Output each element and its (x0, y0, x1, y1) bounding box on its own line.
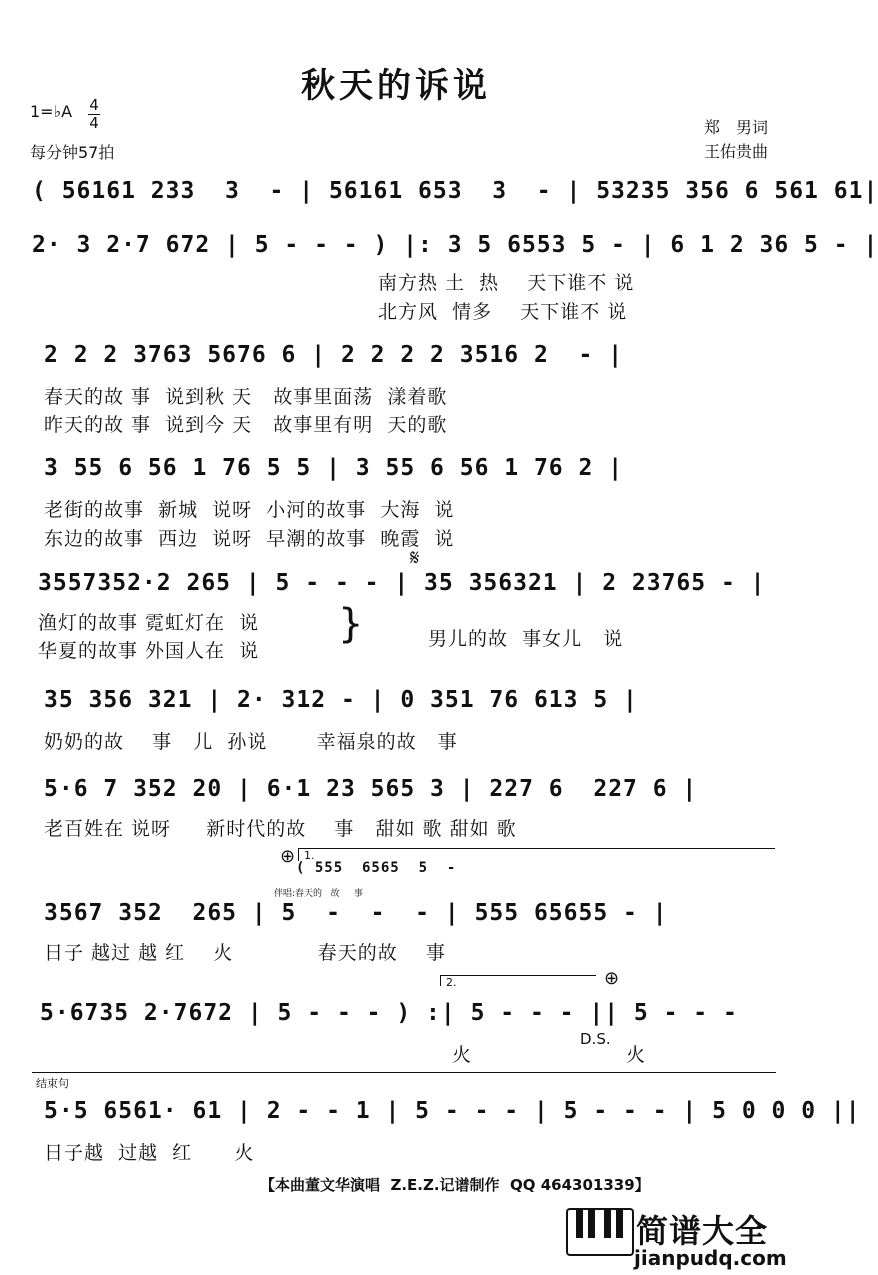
row-2-lyric-1: 南方热 土 热 天下谁不 说 (378, 272, 635, 294)
score-row-6: 35 356 321 | 2· 312 - | 0 351 76 613 5 | (44, 687, 638, 713)
ds-marker: D.S. (580, 1030, 611, 1048)
row-9-lyric-1: 火 (452, 1044, 473, 1066)
time-sig-top: 4 (89, 96, 99, 114)
brace-icon: } (338, 601, 364, 647)
row-3-lyric-2: 昨天的故 事 说到今 天 故事里有明 天的歌 (44, 414, 448, 436)
piano-keys-icon (566, 1208, 634, 1256)
segno-icon: 𝄋 (410, 546, 420, 571)
key-signature: 1=♭A (30, 102, 73, 121)
row-2-lyric-2: 北方风 情多 天下谁不 说 (378, 301, 628, 323)
ending-label: 结束句 (36, 1077, 69, 1090)
volta-bracket-2 (440, 975, 596, 986)
score-row-5: 3557352·2 265 | 5 - - - | 35 356321 | 2 23765 - | (38, 570, 766, 596)
row-7-lyric-1: 老百姓在 说呀 新时代的故 事 甜如 歌 甜如 歌 (44, 818, 517, 840)
row-5-lyric-1: 渔灯的故事 霓虹灯在 说 (38, 612, 260, 634)
score-row-9: 5·6735 2·7672 | 5 - - - ) :| 5 - - - || 5 - - - (40, 1000, 738, 1026)
row-5-lyric-2: 华夏的故事 外国人在 说 (38, 640, 260, 662)
tempo: 每分钟57拍 (30, 143, 115, 162)
row-9-lyric-2: 火 (626, 1044, 647, 1066)
footer-credit: 【本曲董文华演唱 Z.E.Z.记谱制作 QQ 464301339】 (260, 1176, 650, 1194)
score-row-7: 5·6 7 352 20 | 6·1 23 565 3 | 227 6 227 6 | (44, 776, 698, 802)
row-6-lyric-1: 奶奶的故 事 儿 孙说 幸福泉的故 事 (44, 731, 458, 753)
row-8-lyric-1: 日子 越过 越 红 火 春天的故 事 (44, 942, 446, 964)
volta-1-label: 1. (304, 849, 315, 862)
row-4-lyric-1: 老街的故事 新城 说呀 小河的故事 大海 说 (44, 499, 455, 521)
song-title: 秋天的诉说 (301, 66, 491, 106)
row-3-lyric-1: 春天的故 事 说到秋 天 故事里面荡 漾着歌 (44, 386, 448, 408)
score-row-1: ( 56161 233 3 - | 56161 653 3 - | 53235 356 6 561 61| (32, 178, 878, 204)
volta-2-label: 2. (446, 976, 457, 989)
score-row-8: 3567 352 265 | 5 - - - | 555 65655 - | (44, 900, 668, 926)
score-row-3: 2 2 2 3763 5676 6 | 2 2 2 2 3516 2 - | (44, 342, 624, 368)
coda-icon-2: ⊕ (604, 968, 620, 989)
row-10-lyric-1: 日子越 过越 红 火 (44, 1142, 255, 1164)
time-signature (88, 98, 100, 131)
score-row-2: 2· 3 2·7 672 | 5 - - - ) |: 3 5 6553 5 - | 6 1 2 36 5 - | (32, 232, 878, 258)
composer: 王佑贵曲 (703, 142, 768, 161)
credits (704, 116, 768, 164)
logo-name: 简谱大全 (636, 1212, 769, 1250)
cue-lyric: 伴唱:春天的 故 事 (274, 889, 363, 899)
logo-url: jianpudq.com (634, 1246, 787, 1270)
cue-notes: ( 555 6565 5 - (296, 860, 457, 876)
score-row-4: 3 55 6 56 1 76 5 5 | 3 55 6 56 1 76 2 | (44, 455, 624, 481)
row-4-lyric-2: 东边的故事 西边 说呀 早潮的故事 晚霞 说 (44, 528, 455, 550)
coda-icon: ⊕ (280, 846, 296, 867)
time-sig-bottom: 4 (89, 114, 99, 132)
score-row-10: 5·5 6561· 61 | 2 - - 1 | 5 - - - | 5 - - - | 5 0 0 0 || (44, 1098, 861, 1124)
ending-bracket (32, 1072, 776, 1073)
site-logo (566, 1208, 787, 1270)
row-5-lyric-3: 男儿的故 事女儿 说 (428, 628, 624, 650)
lyricist: 郑 男词 (703, 118, 768, 137)
